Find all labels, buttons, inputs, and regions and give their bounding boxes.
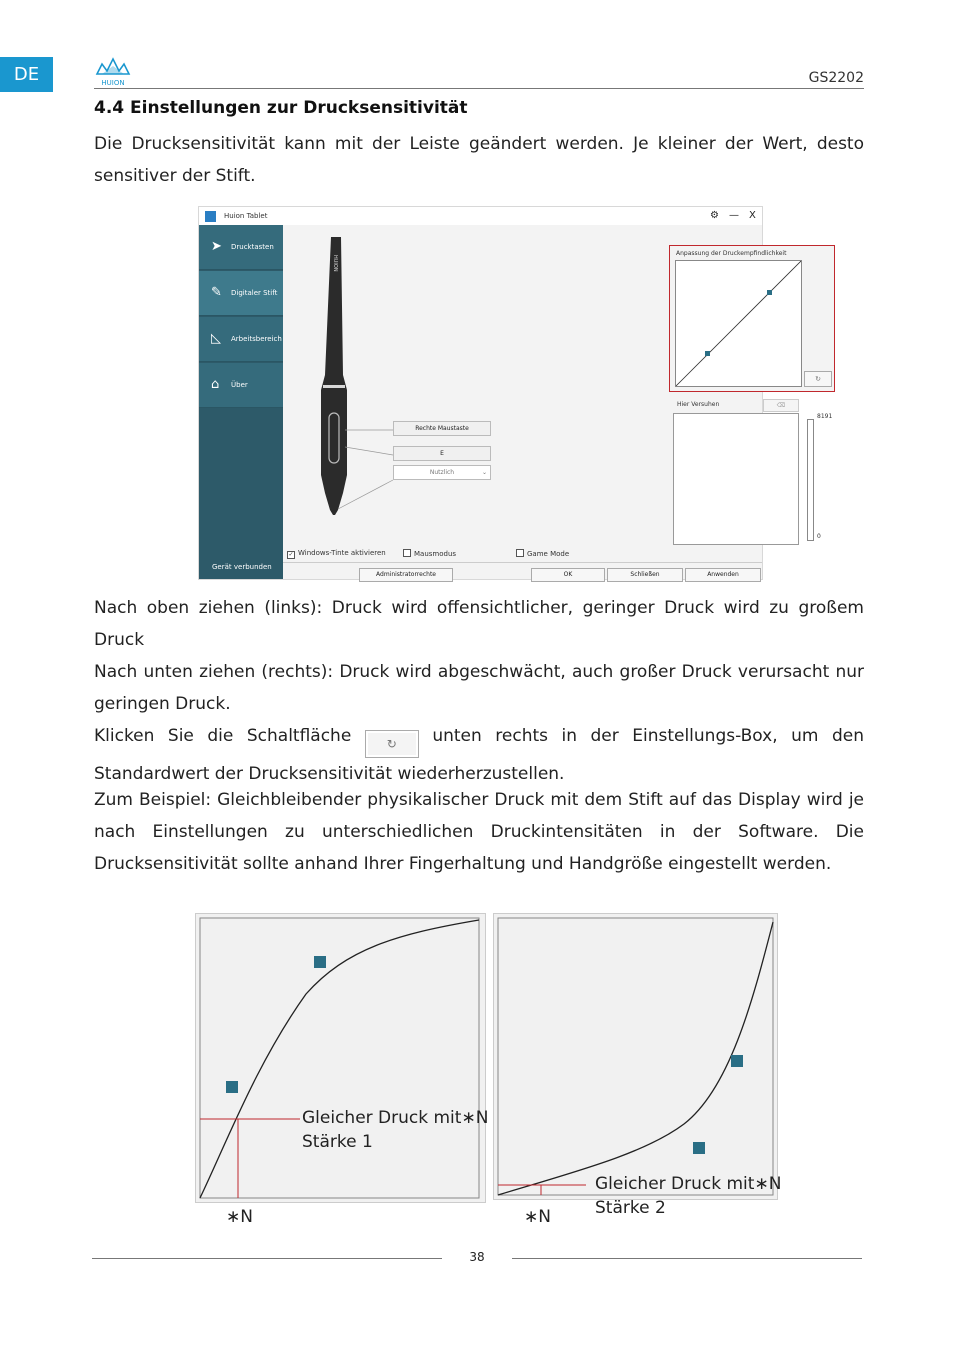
close-button[interactable]: X [749, 210, 756, 221]
label-line: Stärke 1 [302, 1132, 373, 1152]
page-number: 38 [469, 1250, 485, 1264]
game-mode-checkbox[interactable] [516, 549, 569, 558]
curve-handle [693, 1142, 705, 1154]
checkbox-box [516, 549, 524, 557]
curve-handle [226, 1081, 238, 1093]
sidebar [199, 225, 283, 579]
mouse-mode-checkbox[interactable] [403, 549, 456, 558]
ok-button[interactable]: OK [531, 568, 605, 582]
reset-button[interactable] [804, 371, 832, 387]
curve-plot[interactable] [675, 260, 802, 387]
app-title: Huion Tablet [224, 212, 268, 220]
paragraph-reset [94, 720, 864, 790]
label-strength-1 [302, 1106, 488, 1154]
lower-button-field[interactable]: E [393, 446, 491, 461]
pressure-curve-panel [669, 245, 835, 392]
reset-text-before: Klicken Sie die Schaltfläche [94, 726, 352, 746]
sidebar-item-arbeitsbereich[interactable] [199, 317, 283, 362]
paragraph-example: Zum Beispiel: Gleichbleibender physikalischer Druck mit dem Stift auf das Display wird je nach Einstellungen zu unterschiedlichen Druckintensitäten in der Software. Die Drucksensitivität sollte anhand Ihrer Fingerhaltung und Handgröße eingestellt werden. [94, 790, 864, 874]
refresh-icon: ↻ [386, 737, 397, 751]
home-icon: ⌂ [211, 377, 220, 392]
sidebar-item-label: Über [231, 381, 248, 389]
checkbox-label: Game Mode [527, 550, 570, 558]
label-strength-2 [595, 1172, 781, 1220]
windows-ink-checkbox[interactable] [287, 549, 386, 559]
checkbox-label: Mausmodus [414, 550, 457, 558]
curve-example-strength-2 [493, 913, 778, 1200]
curve-handle [731, 1055, 743, 1067]
close-dialog-button[interactable]: Schließen [607, 568, 683, 582]
try-label: Hier Versuhen [677, 401, 720, 408]
app-icon [205, 211, 216, 222]
software-window [198, 206, 833, 580]
sidebar-item-digitaler-stift[interactable] [199, 271, 283, 316]
svg-text:HUION: HUION [332, 255, 338, 272]
header-divider [94, 88, 864, 89]
device-status: Gerät verbunden [212, 563, 272, 571]
label-line: Gleicher Druck mit∗N [302, 1108, 489, 1128]
label-line: Stärke 2 [595, 1198, 666, 1218]
apply-button[interactable]: Anwenden [685, 568, 761, 582]
refresh-icon: ↻ [815, 375, 821, 383]
language-tab: DE [0, 57, 53, 92]
pressure-bar [807, 419, 814, 541]
n-label-right: ∗N [524, 1207, 551, 1227]
curve-handle [314, 956, 326, 968]
send-icon: ➤ [211, 239, 222, 254]
pressure-max: 8191 [817, 413, 833, 420]
curve-handle-high[interactable] [767, 290, 772, 295]
model-name: GS2202 [808, 70, 864, 86]
pressure-min: 0 [817, 533, 821, 540]
sidebar-item-label: Arbeitsbereich [231, 335, 282, 343]
label-line: Gleicher Druck mit∗N [595, 1174, 782, 1194]
sidebar-item-label: Digitaler Stift [231, 289, 278, 297]
area-icon: ◺ [211, 331, 221, 346]
section-title: 4.4 Einstellungen zur Drucksensitivität [94, 98, 468, 118]
n-label-left: ∗N [226, 1207, 253, 1227]
upper-button-field[interactable]: Rechte Maustaste [393, 421, 491, 436]
checkbox-label: Windows-Tinte aktivieren [298, 549, 386, 557]
reset-text-after: unten rechts in der Einstellungs-Box, um den Standardwert der Drucksensitivität wiederherzustellen. [94, 726, 865, 784]
select-value: Nutzlich [429, 469, 455, 476]
admin-button[interactable]: Administratorrechte [359, 568, 453, 582]
huion-logo [94, 56, 132, 88]
title-bar [199, 207, 762, 225]
chevron-down-icon: ⌄ [481, 469, 487, 476]
clear-button[interactable] [763, 399, 799, 412]
trash-icon: ⌫ [776, 402, 786, 409]
bottom-divider [283, 562, 762, 563]
curve-example-strength-1 [195, 913, 489, 1203]
paragraph-drag-down: Nach unten ziehen (rechts): Druck wird abgeschwächt, auch großer Druck verursacht nur geringen Druck. [94, 662, 864, 714]
sidebar-item-drucktasten[interactable] [199, 225, 283, 270]
curve-title: Anpassung der Druckempfindlichkeit [676, 250, 787, 257]
try-area[interactable] [673, 413, 799, 545]
main-panel [283, 225, 833, 579]
checkbox-box [403, 549, 411, 557]
sidebar-item-label: Drucktasten [231, 243, 274, 251]
intro-paragraph: Die Drucksensitivität kann mit der Leiste geändert werden. Je kleiner der Wert, desto sensitiver der Stift. [94, 134, 864, 186]
pen-icon: ✎ [211, 285, 222, 300]
check-icon: ✓ [288, 551, 294, 558]
sidebar-item-ueber[interactable] [199, 363, 283, 408]
function-select[interactable] [393, 465, 491, 480]
paragraph-drag-up: Nach oben ziehen (links): Druck wird offensichtlicher, geringer Druck wird zu großem Druck [94, 598, 864, 650]
settings-icon[interactable]: ⚙ [710, 210, 719, 221]
curve-handle-low[interactable] [705, 351, 710, 356]
svg-text:HUION: HUION [101, 79, 125, 87]
minimize-button[interactable]: — [729, 210, 739, 221]
reset-button-inline [365, 730, 419, 758]
